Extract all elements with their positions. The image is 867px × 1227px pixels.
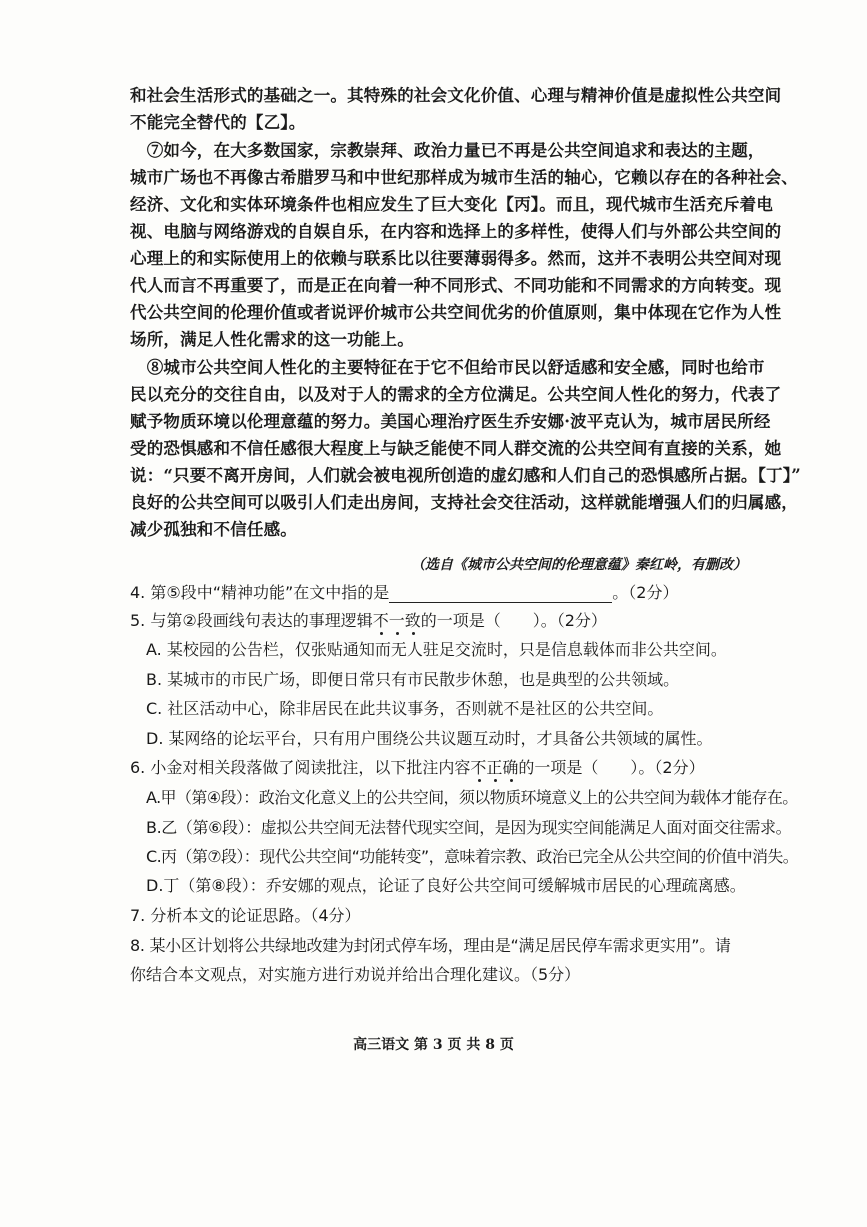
source-citation: （选自《城市公共空间的伦理意蕴》秦红岭，有删改） — [411, 557, 747, 573]
question-6-text-end: 的一项是（ ）。（2分） — [518, 758, 705, 777]
page-footer: 高三语文 第 3 页 共 8 页 — [353, 1037, 514, 1053]
passage-line: 城市广场也不再像古希腊罗马和中世纪那样成为城市生活的轴心，它赖以存在的各种社会、 — [130, 168, 798, 187]
question-5-text: 5. 与第②段画线句表达的事理逻辑 — [130, 611, 373, 630]
option-c[interactable]: C.丙（第⑦段）：现代公共空间“功能转变”，意味着宗教、政治已完全从公共空间的价值中消失。 — [146, 847, 799, 866]
passage-line: 良好的公共空间可以吸引人们走出房间，支持社会交往活动，这样就能增强人们的归属感， — [130, 493, 798, 512]
option-b[interactable]: B.乙（第⑥段）：虚拟公共空间无法替代现实空间，是因为现实空间能满足人面对面交往需求。 — [146, 818, 792, 837]
question-8-line: 你结合本文观点，对实施方进行劝说并给出合理化建议。（5分） — [130, 965, 581, 984]
option-d[interactable]: D. 某网络的论坛平台，只有用户围绕公共议题互动时，才具备公共领域的属性。 — [146, 729, 713, 748]
emphasis-char: 正 — [486, 758, 503, 777]
question-8-line: 8. 某小区计划将公共绿地改建为封闭式停车场，理由是“满足居民停车需求更实用”。请 — [130, 936, 731, 955]
passage-line: 说：“只要不离开房间，人们就会被电视所创造的虚幻感和人们自己的恐惧感所占据。【丁】” — [130, 466, 801, 485]
option-a[interactable]: A. 某校园的公告栏，仅张贴通知而无人驻足交流时，只是信息载体而非公共空间。 — [146, 640, 727, 659]
passage-line: 经济、文化和实体环境条件也相应发生了巨大变化【丙】。而且，现代城市生活充斥着电 — [130, 195, 774, 214]
option-b[interactable]: B. 某城市的市民广场，即便日常只有市民散步休憩，也是典型的公共领域。 — [146, 670, 680, 689]
option-d[interactable]: D.丁（第⑧段）：乔安娜的观点，论证了良好公共空间可缓解城市居民的心理疏离感。 — [146, 876, 746, 895]
question-6-text: 6. 小金对相关段落做了阅读批注，以下批注内容 — [130, 758, 471, 777]
passage-line: 场所，满足人性化需求的这一功能上。 — [130, 330, 414, 349]
question-4 — [130, 583, 750, 603]
passage-line: 视、电脑与网络游戏的自娱自乐，在内容和选择上的多样性，使得人们与外部公共空间的 — [130, 222, 782, 241]
passage-line: 心理上的和实际使用上的依赖与联系比以往要薄弱得多。然而，这并不表明公共空间对现 — [130, 249, 782, 268]
question-6 — [130, 758, 750, 778]
passage-line: 赋予物质环境以伦理意蕴的努力。美国心理治疗医生乔安娜·波平克认为，城市居民所经 — [130, 412, 771, 431]
passage-line: 代公共空间的伦理价值或者说评价城市公共空间优劣的价值原则，集中体现在它作为人性 — [130, 303, 782, 322]
option-c[interactable]: C. 社区活动中心，除非居民在此共议事务，否则就不是社区的公共空间。 — [146, 699, 664, 718]
passage-line: 民以充分的交往自由，以及对于人的需求的全方位满足。公共空间人性化的努力，代表了 — [130, 385, 782, 404]
passage-line: 减少孤独和不信任感。 — [130, 520, 297, 539]
passage-line: 受的恐惧感和不信任感很大程度上与缺乏能使不同人群交流的公共空间有直接的关系，她 — [130, 439, 782, 458]
passage-line: 代人而言不再重要了，而是正在向着一种不同形式、不同功能和不同需求的方向转变。现 — [130, 276, 782, 295]
passage-line: 不能完全替代的【乙】。 — [130, 113, 306, 132]
answer-blank[interactable] — [389, 586, 612, 603]
passage-line: ⑧城市公共空间人性化的主要特征在于它不但给市民以舒适感和安全感，同时也给市 — [130, 358, 765, 377]
question-5 — [130, 611, 750, 631]
question-7: 7. 分析本文的论证思路。（4分） — [130, 906, 361, 925]
emphasis-char: 一 — [388, 611, 405, 630]
question-5-text-end: 的一项是（ ）。（2分） — [420, 611, 607, 630]
passage-line: ⑦如今，在大多数国家，宗教崇拜、政治力量已不再是公共空间追求和表达的主题， — [130, 141, 765, 160]
emphasis-char: 不 — [372, 611, 389, 630]
question-4-prefix: 4. 第⑤段中“精神功能”在文中指的是 — [130, 583, 390, 602]
emphasis-char: 确 — [502, 758, 519, 777]
question-4-suffix: 。（2分） — [612, 583, 679, 602]
emphasis-char: 不 — [470, 758, 487, 777]
passage-line: 和社会生活形式的基础之一。其特殊的社会文化价值、心理与精神价值是虚拟性公共空间 — [130, 86, 782, 105]
option-a[interactable]: A.甲（第④段）：政治文化意义上的公共空间，须以物质环境意义上的公共空间为载体才能存在。 — [146, 788, 798, 807]
emphasis-char: 致 — [404, 611, 421, 630]
